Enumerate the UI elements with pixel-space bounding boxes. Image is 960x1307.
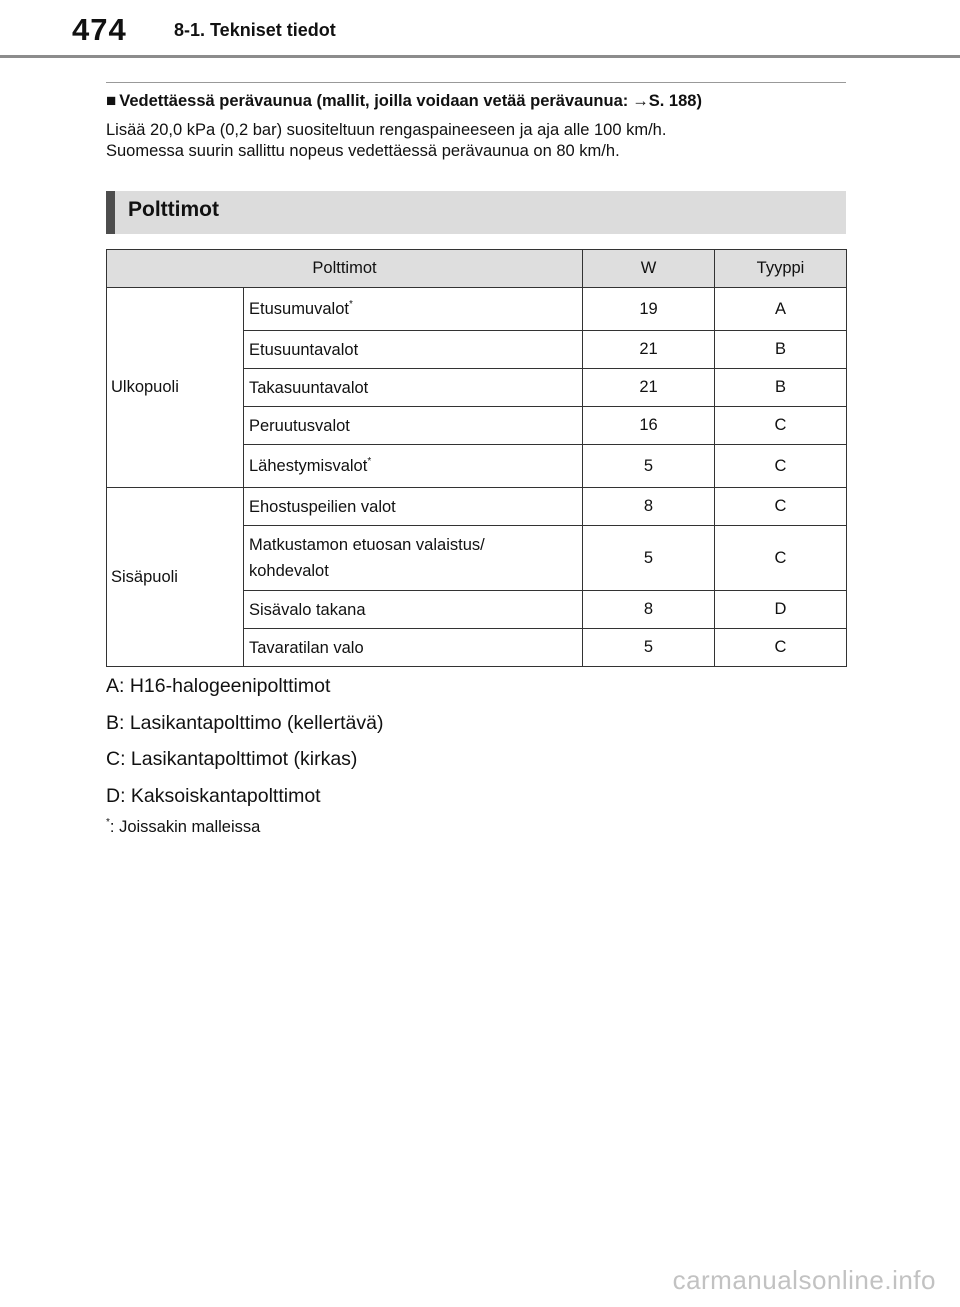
watt-cell: 5 [583, 629, 715, 667]
site-watermark: carmanualsonline.info [672, 1265, 936, 1295]
bulb-name-cell: Peruutusvalot [244, 407, 583, 445]
legend-item: C: Lasikantapolttimot (kirkas) [106, 748, 358, 770]
bulb-name-cell: Sisävalo takana [244, 591, 583, 629]
column-header-bulbs: Polttimot [107, 250, 583, 288]
watt-cell: 8 [583, 488, 715, 526]
type-cell: C [715, 526, 847, 591]
type-cell: C [715, 445, 847, 488]
group-cell-interior: Sisäpuoli [107, 488, 244, 667]
chapter-title: 8-1. Tekniset tiedot [174, 20, 336, 40]
header-divider [0, 55, 960, 58]
watt-cell: 21 [583, 369, 715, 407]
watt-cell: 8 [583, 591, 715, 629]
bulb-name-cell: Matkustamon etuosan valaistus/ kohdevalot [244, 526, 583, 591]
footnote [106, 818, 260, 837]
type-cell: C [715, 629, 847, 667]
watt-cell: 19 [583, 288, 715, 331]
bulb-name-cell: Etusumuvalot* [244, 288, 583, 331]
page-reference-link[interactable]: S. 188) [648, 92, 702, 110]
table-header-row [107, 250, 847, 288]
bulb-table [106, 249, 847, 667]
section-heading [106, 191, 846, 234]
towing-text-line: Suomessa suurin sallittu nopeus vedettäessä perävaunua on 80 km/h. [106, 142, 620, 160]
towing-text-line: Lisää 20,0 kPa (0,2 bar) suositeltuun rengaspaineeseen ja aja alle 100 km/h. [106, 121, 667, 139]
legend-item: A: H16-halogeenipolttimot [106, 675, 331, 697]
footnote-mark: * [106, 817, 110, 828]
square-bullet-icon: ■ [106, 91, 117, 110]
towing-heading-text: Vedettäessä perävaunua (mallit, joilla voidaan vetää perävaunua: [119, 92, 629, 110]
type-cell: C [715, 488, 847, 526]
column-header-watts: W [583, 250, 715, 288]
page-header [0, 0, 960, 56]
column-header-type: Tyyppi [715, 250, 847, 288]
watt-cell: 5 [583, 445, 715, 488]
type-cell: B [715, 331, 847, 369]
footnote-marker: * [348, 299, 353, 310]
bulb-name-cell: Lähestymisvalot* [244, 445, 583, 488]
watt-cell: 5 [583, 526, 715, 591]
type-cell: A [715, 288, 847, 331]
watt-cell: 21 [583, 331, 715, 369]
section-title: Polttimot [128, 198, 219, 221]
bulb-name-cell: Tavaratilan valo [244, 629, 583, 667]
watt-cell: 16 [583, 407, 715, 445]
bulb-name-cell: Ehostuspeilien valot [244, 488, 583, 526]
table-row [107, 488, 847, 526]
bulb-name-cell: Etusuuntavalot [244, 331, 583, 369]
legend-item: B: Lasikantapolttimo (kellertävä) [106, 711, 384, 734]
section-divider [106, 82, 846, 83]
towing-subheading [106, 91, 851, 111]
bulb-type-legend [106, 674, 383, 820]
legend-item: D: Kaksoiskantapolttimot [106, 784, 321, 807]
table-row [107, 288, 847, 331]
bulb-name-cell: Takasuuntavalot [244, 369, 583, 407]
group-cell-exterior: Ulkopuoli [107, 288, 244, 488]
arrow-right-icon: → [632, 92, 649, 110]
type-cell: D [715, 591, 847, 629]
type-cell: C [715, 407, 847, 445]
page-number: 474 [72, 12, 127, 47]
footnote-text: : Joissakin malleissa [109, 818, 261, 836]
towing-paragraph [106, 120, 851, 162]
type-cell: B [715, 369, 847, 407]
footnote-marker: * [367, 456, 372, 467]
